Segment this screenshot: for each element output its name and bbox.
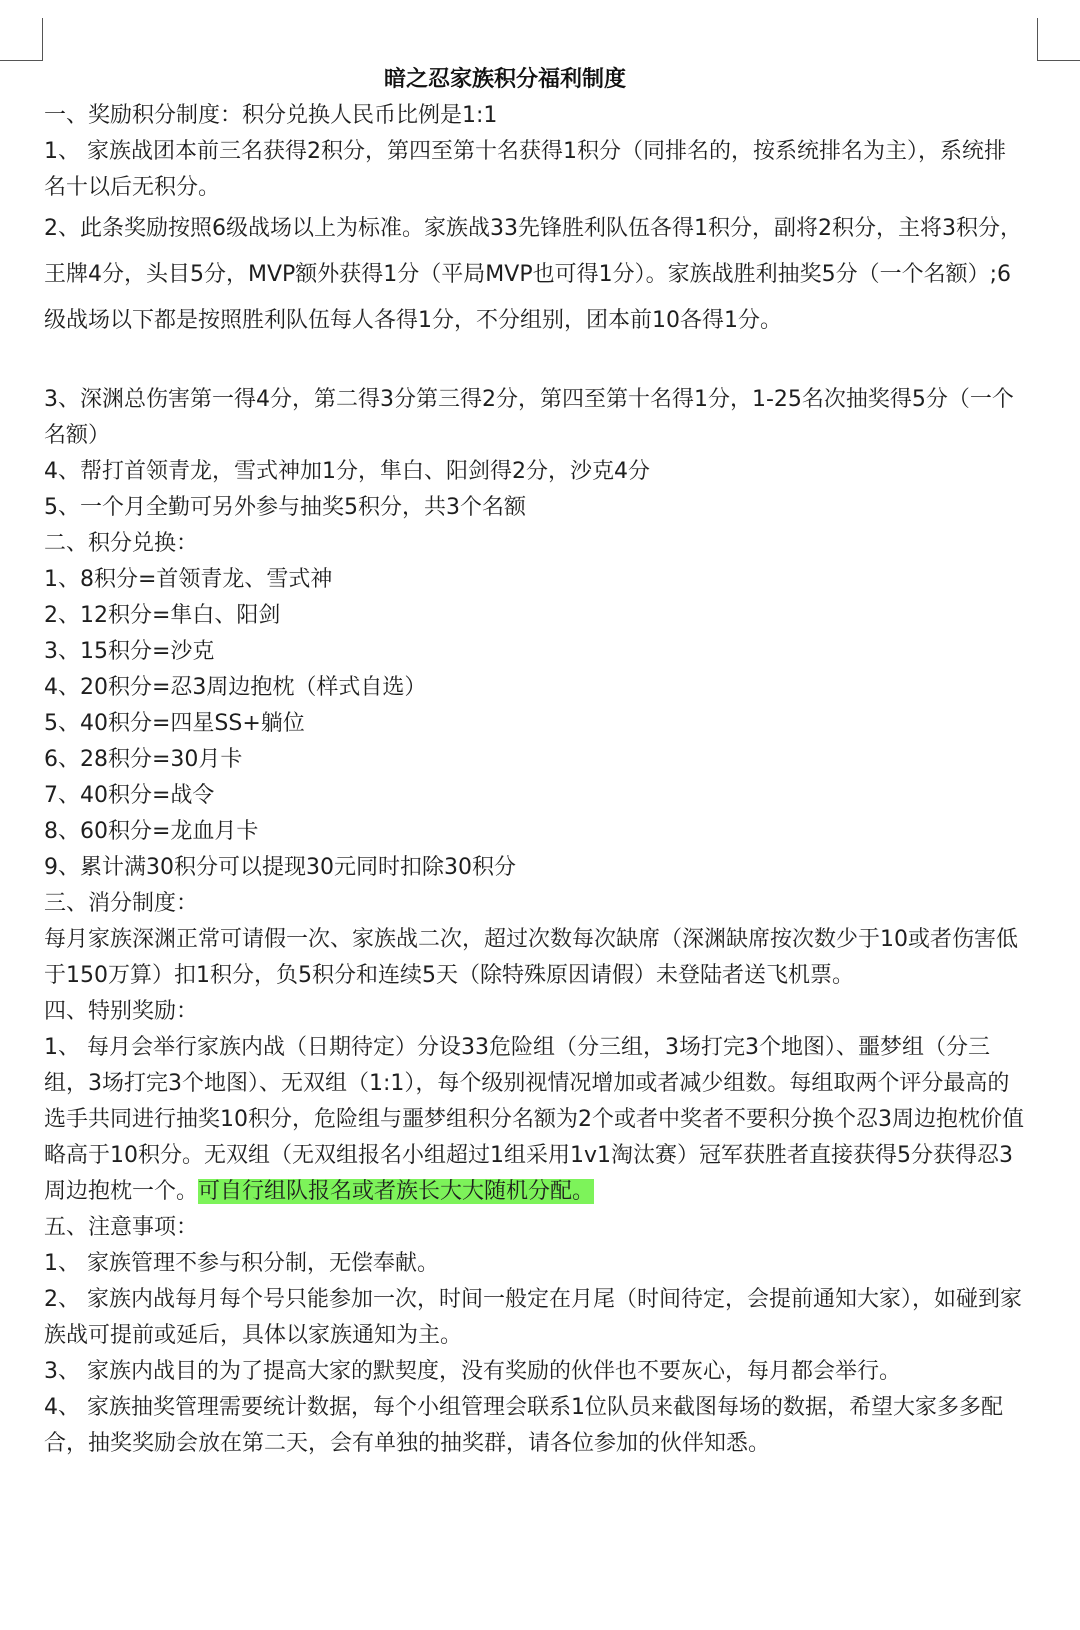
- section-heading-exchange: 二、积分兑换：: [44, 531, 199, 556]
- notes-item-4: 4、 家族抽奖管理需要统计数据，每个小组管理会联系1位队员来截图每场的数据，希望大家多多配合，抽奖奖励会放在第二天，会有单独的抽奖群，请各位参加的伙伴知悉。: [44, 1395, 1003, 1456]
- exchange-item-9: 9、累计满30积分可以提现30元同时扣除30积分: [44, 855, 516, 880]
- exchange-item-7: 7、40积分=战令: [44, 783, 215, 808]
- special-rewards-item-1: [44, 1030, 1024, 1210]
- exchange-item-4: 4、20积分=忍3周边抱枕（样式自选）: [44, 675, 427, 700]
- exchange-item-3: 3、15积分=沙克: [44, 639, 215, 664]
- deduction-item-1: 每月家族深渊正常可请假一次、家族战二次，超过次数每次缺席（深渊缺席按次数少于10或者伤害低于150万算）扣1积分，负5积分和连续5天（除特殊原因请假）未登陆者送飞机票。: [44, 927, 1018, 988]
- document-body: [44, 98, 1024, 1462]
- special-rewards-item-1-text: 1、 每月会举行家族内战（日期待定）分设33危险组（分三组，3场打完3个地图）、噩梦组（分三组，3场打完3个地图）、无双组（1:1），每个级别视情况增加或者减少组数。每组取两个评分最高的选手共同进行抽奖10积分，危险组与噩梦组积分名额为2个或者中奖者不要积分换个忍3周边抱枕价值略高于10积分。无双组（无双组报名小组超过1组采用1v1淘汰赛）冠军获胜者直接获得5分获得忍3周边抱枕一个。: [44, 1035, 1024, 1204]
- document-title: 暗之忍家族积分福利制度: [383, 67, 626, 92]
- rewards-item-5: 5、一个月全勤可另外参与抽奖5积分，共3个名额: [44, 495, 526, 520]
- notes-item-3: 3、 家族内战目的为了提高大家的默契度，没有奖励的伙伴也不要灰心，每月都会举行。: [44, 1359, 901, 1384]
- section-heading-special-rewards: 四、特别奖励：: [44, 999, 199, 1024]
- notes-item-2: 2、 家族内战每月每个号只能参加一次，时间一般定在月尾（时间待定，会提前通知大家），如碰到家族战可提前或延后，具体以家族通知为主。: [44, 1287, 1022, 1348]
- notes-item-1: 1、 家族管理不参与积分制，无偿奉献。: [44, 1251, 439, 1276]
- rewards-item-3: 3、深渊总伤害第一得4分，第二得3分第三得2分，第四至第十名得1分，1-25名次抽奖得5分（一个名额）: [44, 387, 1014, 448]
- page-corner-mark-top-right: [1037, 18, 1080, 61]
- section-heading-notes: 五、注意事项：: [44, 1215, 199, 1240]
- exchange-item-6: 6、28积分=30月卡: [44, 747, 243, 772]
- rewards-item-4: 4、帮打首领青龙，雪式神加1分，隼白、阳剑得2分，沙克4分: [44, 459, 650, 484]
- rewards-item-2: 2、此条奖励按照6级战场以上为标准。家族战33先锋胜利队伍各得1积分，副将2积分，主将3积分，王牌4分，头目5分，MVP额外获得1分（平局MVP也可得1分）。家族战胜利抽奖5分（一个名额）;6级战场以下都是按照胜利队伍每人各得1分，不分组别，团本前10各得1分。: [44, 216, 1022, 333]
- exchange-item-8: 8、60积分=龙血月卡: [44, 819, 259, 844]
- section-heading-deduction: 三、消分制度：: [44, 891, 199, 916]
- page-corner-mark-top-left: [0, 18, 43, 61]
- section-heading-rewards: 一、奖励积分制度：积分兑换人民币比例是1:1: [44, 103, 498, 128]
- highlighted-text: 可自行组队报名或者族长大大随机分配。: [198, 1179, 595, 1204]
- rewards-item-1: 1、 家族战团本前三名获得2积分，第四至第十名获得1积分（同排名的，按系统排名为主），系统排名十以后无积分。: [44, 139, 1006, 200]
- exchange-item-1: 1、8积分=首领青龙、雪式神: [44, 567, 333, 592]
- exchange-item-5: 5、40积分=四星SS+躺位: [44, 711, 305, 736]
- exchange-item-2: 2、12积分=隼白、阳剑: [44, 603, 281, 628]
